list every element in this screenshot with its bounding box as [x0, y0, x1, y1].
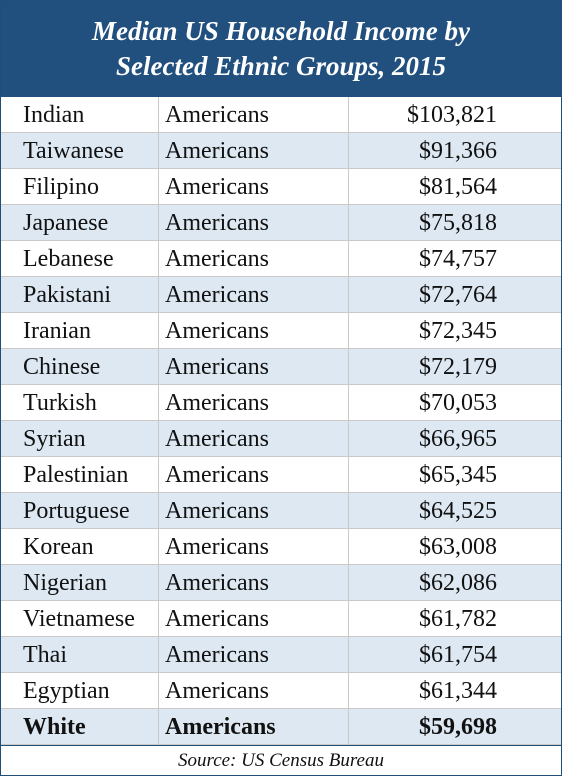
americans-cell: Americans	[159, 493, 349, 529]
group-cell: Taiwanese	[1, 133, 159, 169]
americans-cell: Americans	[159, 277, 349, 313]
table-row	[1, 529, 561, 565]
group-cell: Pakistani	[1, 277, 159, 313]
income-cell: $61,344	[419, 678, 497, 704]
title-line-1: Median US Household Income by	[91, 16, 471, 46]
income-cell: $59,698	[419, 714, 497, 740]
table-row	[1, 673, 561, 709]
group-cell: Thai	[1, 637, 159, 673]
table-row	[1, 385, 561, 421]
americans-cell: Americans	[159, 169, 349, 205]
income-cell: $103,821	[407, 102, 497, 128]
income-cell: $63,008	[419, 534, 497, 560]
income-cell: $61,754	[419, 642, 497, 668]
americans-cell: Americans	[159, 385, 349, 421]
income-cell: $64,525	[419, 498, 497, 524]
americans-cell: Americans	[159, 601, 349, 637]
americans-cell: Americans	[159, 205, 349, 241]
americans-cell: Americans	[159, 709, 349, 745]
table-row	[1, 565, 561, 601]
group-cell: Turkish	[1, 385, 159, 421]
table-header	[1, 1, 561, 97]
table-row	[1, 97, 561, 133]
americans-cell: Americans	[159, 637, 349, 673]
income-cell: $62,086	[419, 570, 497, 596]
group-cell: White	[1, 709, 159, 745]
americans-cell: Americans	[159, 313, 349, 349]
income-cell: $61,782	[419, 606, 497, 632]
table-row	[1, 205, 561, 241]
income-cell: $91,366	[419, 138, 497, 164]
income-cell: $65,345	[419, 462, 497, 488]
table-row	[1, 133, 561, 169]
americans-cell: Americans	[159, 565, 349, 601]
group-cell: Lebanese	[1, 241, 159, 277]
group-cell: Portuguese	[1, 493, 159, 529]
table-row	[1, 709, 561, 745]
table-row	[1, 169, 561, 205]
income-cell: $74,757	[419, 246, 497, 272]
table-row	[1, 349, 561, 385]
income-cell: $70,053	[419, 390, 497, 416]
group-cell: Palestinian	[1, 457, 159, 493]
income-cell: $66,965	[419, 426, 497, 452]
table-row	[1, 457, 561, 493]
group-cell: Nigerian	[1, 565, 159, 601]
title-line-2: Selected Ethnic Groups, 2015	[115, 51, 446, 81]
table-row	[1, 313, 561, 349]
americans-cell: Americans	[159, 349, 349, 385]
table-row	[1, 241, 561, 277]
group-cell: Iranian	[1, 313, 159, 349]
group-cell: Chinese	[1, 349, 159, 385]
group-cell: Japanese	[1, 205, 159, 241]
income-table	[1, 97, 561, 745]
group-cell: Korean	[1, 529, 159, 565]
americans-cell: Americans	[159, 133, 349, 169]
table-row	[1, 637, 561, 673]
americans-cell: Americans	[159, 529, 349, 565]
group-cell: Egyptian	[1, 673, 159, 709]
income-cell: $72,764	[419, 282, 497, 308]
income-cell: $81,564	[419, 174, 497, 200]
group-cell: Indian	[1, 97, 159, 133]
group-cell: Filipino	[1, 169, 159, 205]
americans-cell: Americans	[159, 457, 349, 493]
table-row	[1, 601, 561, 637]
table-row	[1, 493, 561, 529]
americans-cell: Americans	[159, 241, 349, 277]
group-cell: Vietnamese	[1, 601, 159, 637]
table-row	[1, 421, 561, 457]
source-note: Source: US Census Bureau	[1, 745, 561, 776]
americans-cell: Americans	[159, 673, 349, 709]
income-cell: $72,345	[419, 318, 497, 344]
americans-cell: Americans	[159, 97, 349, 133]
income-cell: $72,179	[419, 354, 497, 380]
table-row	[1, 277, 561, 313]
income-cell: $75,818	[419, 210, 497, 236]
americans-cell: Americans	[159, 421, 349, 457]
group-cell: Syrian	[1, 421, 159, 457]
